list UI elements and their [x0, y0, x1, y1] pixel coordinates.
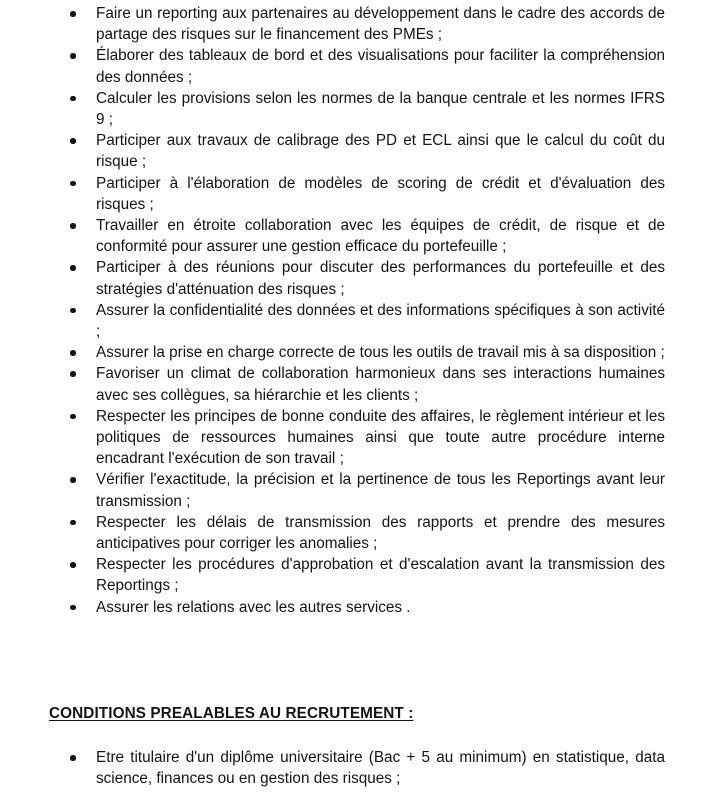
bullet-icon: [70, 53, 76, 59]
list-item-text: Assurer les relations avec les autres services .: [96, 598, 411, 616]
list-item-text: Favoriser un climat de collaboration harmonieux dans ses interactions humaines avec ses collègues, sa hiérarchie et les clients ;: [96, 365, 665, 404]
list-item-text: Calculer les provisions selon les normes de la banque centrale et les normes IFRS 9 ;: [96, 89, 665, 129]
list-item-text: Etre titulaire d'un diplôme universitaire (Bac + 5 au minimum) en statistique, data science, finances ou en gestion des risques ;: [96, 749, 665, 788]
list-item-text: Participer à l'élaboration de modèles de scoring de crédit et d'évaluation des risques ;: [96, 174, 665, 213]
list-item-text: Assurer la confidentialité des données et des informations spécifiques à son activité ;: [96, 301, 665, 341]
list-item: [0, 130, 711, 172]
list-item: [0, 3, 711, 45]
list-item-text: Élaborer des tableaux de bord et des visualisations pour faciliter la compréhension des données ;: [96, 47, 665, 86]
bullet-icon: [70, 223, 76, 229]
list-item: [0, 512, 711, 554]
bullet-icon: [70, 562, 76, 568]
list-item-text: Travailler en étroite collaboration avec les équipes de crédit, de risque et de conformité pour assurer une gestion efficace du portefeuille ;: [96, 217, 665, 256]
list-item-text: Faire un reporting aux partenaires au développement dans le cadre des accords de partage des risques sur le financement des PMEs ;: [96, 5, 665, 44]
list-item: [0, 257, 711, 299]
responsibilities-list: [0, 3, 711, 618]
list-item: [0, 45, 711, 87]
bullet-icon: [70, 96, 76, 102]
bullet-icon: [70, 138, 76, 144]
bullet-icon: [70, 414, 76, 420]
conditions-list: [0, 747, 711, 789]
list-item: [0, 300, 711, 342]
list-item-text: Assurer la prise en charge correcte de tous les outils de travail mis à sa disposition ;: [96, 344, 665, 362]
bullet-icon: [70, 477, 76, 483]
list-item: [0, 747, 711, 789]
bullet-icon: [70, 605, 76, 611]
list-item: [0, 469, 711, 511]
list-item: [0, 363, 711, 405]
bullet-icon: [70, 755, 76, 761]
list-item-text: Participer aux travaux de calibrage des PD et ECL ainsi que le calcul du coût du risque ;: [96, 132, 665, 171]
bullet-icon: [70, 308, 76, 314]
list-item-text: Vérifier l'exactitude, la précision et la pertinence de tous les Reportings avant leur transmission ;: [96, 471, 665, 510]
bullet-icon: [70, 520, 76, 526]
list-item: [0, 406, 711, 470]
bullet-icon: [70, 371, 76, 377]
list-item: [0, 173, 711, 215]
list-item: [0, 342, 711, 363]
bullet-icon: [70, 350, 76, 356]
list-item-text: Respecter les délais de transmission des rapports et prendre des mesures anticipatives pour corriger les anomalies ;: [96, 513, 665, 553]
list-item: [0, 88, 711, 130]
bullet-icon: [70, 265, 76, 271]
list-item-text: Respecter les principes de bonne conduite des affaires, le règlement intérieur et les politiques de ressources humaines ainsi que toute autre procédure interne encadrant l'exécution de son travail ;: [96, 407, 665, 468]
bullet-icon: [70, 11, 76, 17]
section-heading: CONDITIONS PREALABLES AU RECRUTEMENT :: [49, 705, 414, 722]
list-item: [0, 215, 711, 257]
bullet-icon: [70, 181, 76, 187]
list-item-text: Participer à des réunions pour discuter des performances du portefeuille et des stratégies d'atténuation des risques ;: [96, 259, 665, 298]
list-item: [0, 554, 711, 596]
list-item: [0, 597, 711, 618]
list-item-text: Respecter les procédures d'approbation et d'escalation avant la transmission des Reportings ;: [96, 556, 665, 595]
